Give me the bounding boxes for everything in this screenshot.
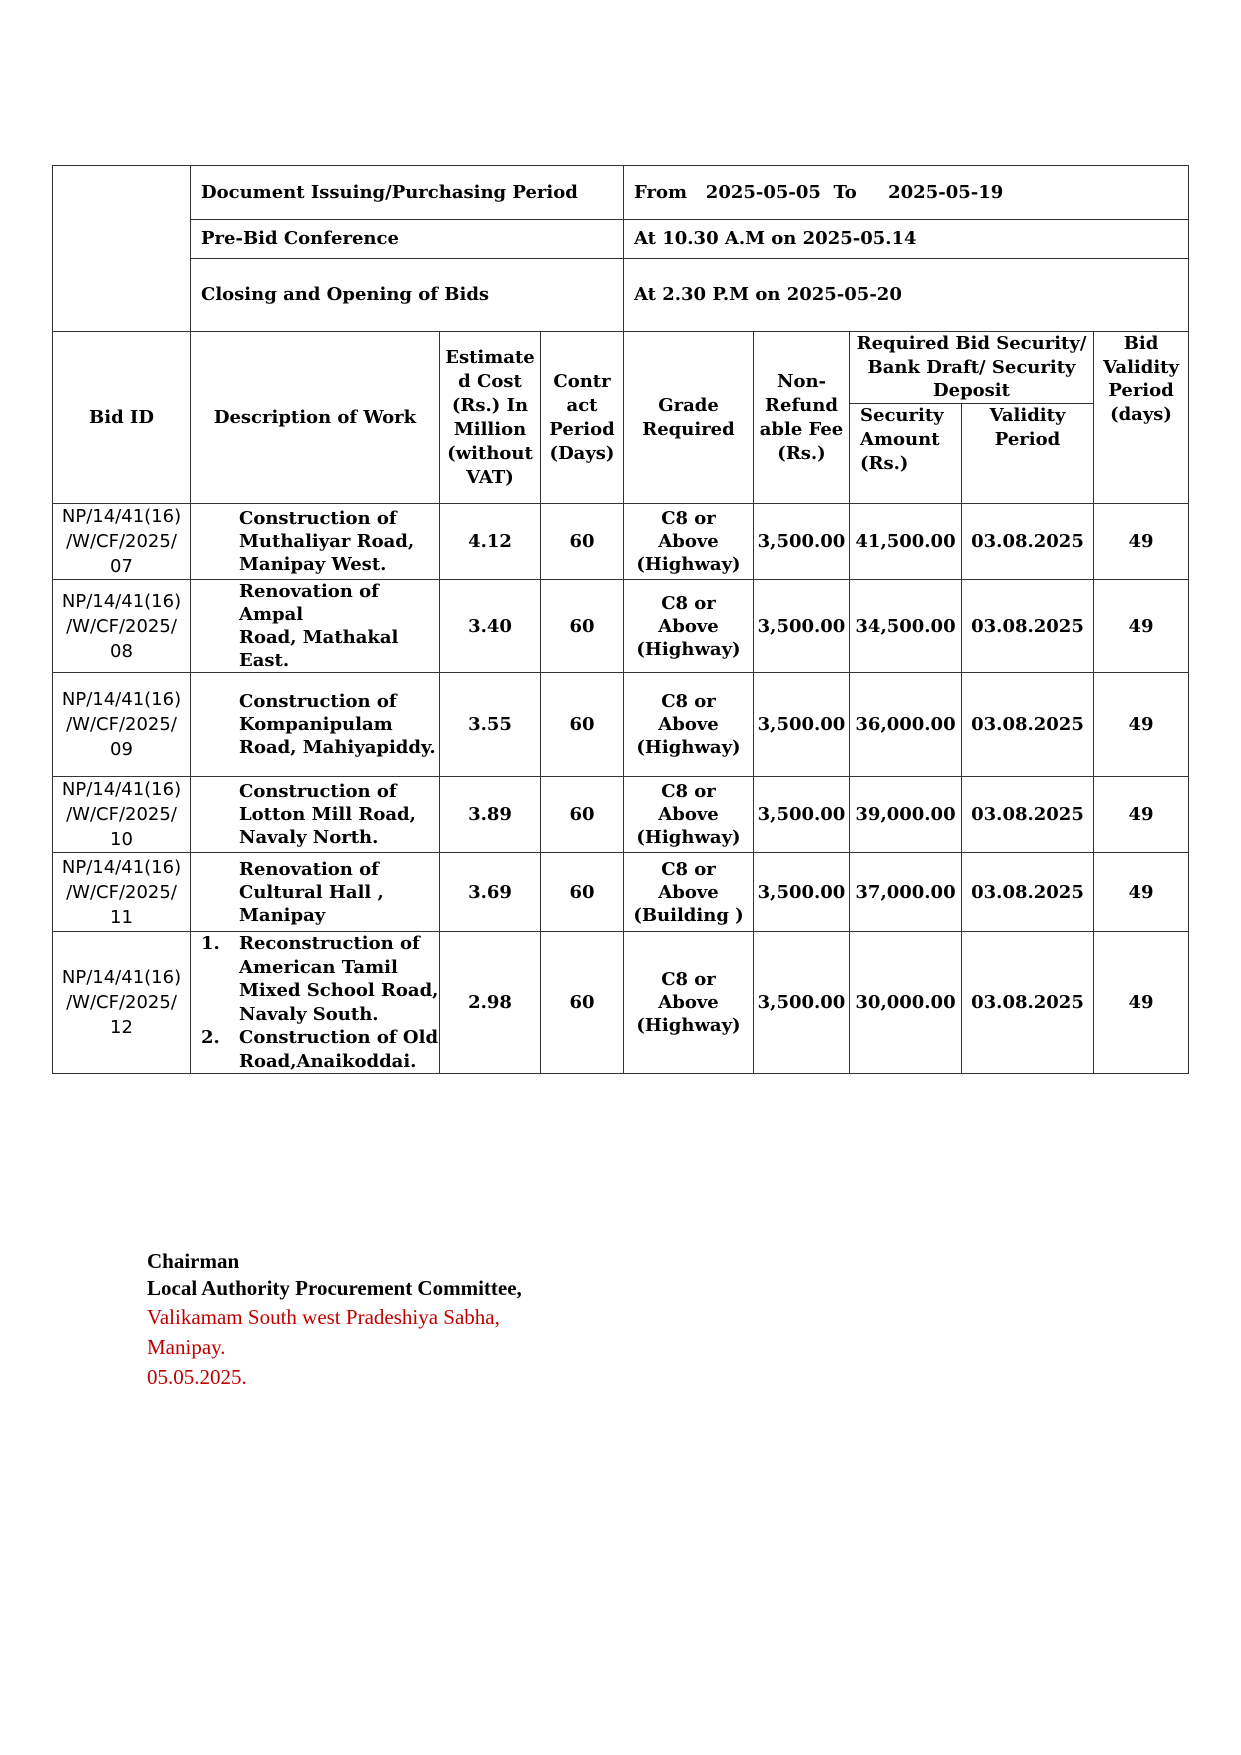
schedule-value: From 2025-05-05 To 2025-05-19 <box>624 166 1189 220</box>
description-cell: Renovation of Ampal Road, Mathakal East. <box>191 580 440 673</box>
schedule-row <box>53 166 1189 220</box>
grade-cell: C8 or Above (Building ) <box>624 853 754 932</box>
schedule-label: Document Issuing/Purchasing Period <box>191 166 624 220</box>
description-cell: Construction of Lotton Mill Road, Navaly North. <box>191 777 440 853</box>
table-header-row <box>53 332 1189 404</box>
blank-cell <box>53 166 191 332</box>
security-cell: 34,500.00 <box>850 580 962 673</box>
table-row <box>53 580 1189 673</box>
header-description: Description of Work <box>191 332 440 504</box>
header-security-group: Required Bid Security/ Bank Draft/ Security Deposit <box>850 332 1094 404</box>
grade-cell: C8 or Above (Highway) <box>624 580 754 673</box>
grade-cell: C8 or Above (Highway) <box>624 673 754 777</box>
grade-cell: C8 or Above (Highway) <box>624 932 754 1074</box>
cost-cell: 4.12 <box>440 504 541 580</box>
schedule-row <box>53 220 1189 259</box>
fee-cell: 3,500.00 <box>754 932 850 1074</box>
fee-cell: 3,500.00 <box>754 777 850 853</box>
description-cell <box>191 932 440 1074</box>
signature-block <box>147 1248 522 1392</box>
validity-cell: 03.08.2025 <box>962 673 1094 777</box>
security-cell: 30,000.00 <box>850 932 962 1074</box>
validity-cell: 03.08.2025 <box>962 777 1094 853</box>
period-cell: 60 <box>541 580 624 673</box>
grade-cell: C8 or Above (Highway) <box>624 504 754 580</box>
list-item: 2. Construction of Old Road,Anaikoddai. <box>201 1027 439 1072</box>
cost-cell: 3.40 <box>440 580 541 673</box>
tender-table <box>52 165 1189 1074</box>
list-item: 1. Reconstruction of American Tamil Mixed School Road, Navaly South. <box>201 933 439 1025</box>
place-name: Manipay. <box>147 1335 226 1359</box>
header-estimated-cost: Estimate d Cost (Rs.) In Million (without VAT) <box>440 332 541 504</box>
header-grade: Grade Required <box>624 332 754 504</box>
bid-id-cell: NP/14/41(16) /W/CF/2025/ 09 <box>53 673 191 777</box>
cost-cell: 2.98 <box>440 932 541 1074</box>
bid-id-cell: NP/14/41(16) /W/CF/2025/ 12 <box>53 932 191 1074</box>
description-cell: Construction of Muthaliyar Road, Manipay West. <box>191 504 440 580</box>
table-row <box>53 853 1189 932</box>
validity-cell: 03.08.2025 <box>962 504 1094 580</box>
security-cell: 37,000.00 <box>850 853 962 932</box>
bid-validity-cell: 49 <box>1094 777 1189 853</box>
description-cell: Construction of Kompanipulam Road, Mahiyapiddy. <box>191 673 440 777</box>
committee-name: Local Authority Procurement Committee, <box>147 1276 522 1300</box>
table-row <box>53 932 1189 1074</box>
cost-cell: 3.89 <box>440 777 541 853</box>
bid-validity-cell: 49 <box>1094 673 1189 777</box>
header-contract-period: Contr act Period (Days) <box>541 332 624 504</box>
schedule-label: Closing and Opening of Bids <box>191 259 624 332</box>
fee-cell: 3,500.00 <box>754 580 850 673</box>
schedule-value: At 2.30 P.M on 2025-05-20 <box>624 259 1189 332</box>
security-cell: 36,000.00 <box>850 673 962 777</box>
schedule-label: Pre-Bid Conference <box>191 220 624 259</box>
fee-cell: 3,500.00 <box>754 673 850 777</box>
header-bid-id: Bid ID <box>53 332 191 504</box>
signatory-title: Chairman <box>147 1249 240 1273</box>
bid-validity-cell: 49 <box>1094 580 1189 673</box>
council-name: Valikamam South west Pradeshiya Sabha, <box>147 1305 500 1329</box>
schedule-value: At 10.30 A.M on 2025-05.14 <box>624 220 1189 259</box>
bid-validity-cell: 49 <box>1094 504 1189 580</box>
header-fee: Non- Refund able Fee (Rs.) <box>754 332 850 504</box>
issue-date: 05.05.2025. <box>147 1365 247 1389</box>
cost-cell: 3.69 <box>440 853 541 932</box>
table-row <box>53 673 1189 777</box>
fee-cell: 3,500.00 <box>754 853 850 932</box>
period-cell: 60 <box>541 853 624 932</box>
security-cell: 41,500.00 <box>850 504 962 580</box>
table-row <box>53 504 1189 580</box>
schedule-row <box>53 259 1189 332</box>
description-cell: Renovation of Cultural Hall , Manipay <box>191 853 440 932</box>
period-cell: 60 <box>541 504 624 580</box>
cost-cell: 3.55 <box>440 673 541 777</box>
bid-id-cell: NP/14/41(16) /W/CF/2025/ 10 <box>53 777 191 853</box>
validity-cell: 03.08.2025 <box>962 853 1094 932</box>
period-cell: 60 <box>541 777 624 853</box>
bid-id-cell: NP/14/41(16) /W/CF/2025/ 07 <box>53 504 191 580</box>
validity-cell: 03.08.2025 <box>962 932 1094 1074</box>
validity-cell: 03.08.2025 <box>962 580 1094 673</box>
header-security-amount: Security Amount (Rs.) <box>850 404 962 504</box>
grade-cell: C8 or Above (Highway) <box>624 777 754 853</box>
security-cell: 39,000.00 <box>850 777 962 853</box>
period-cell: 60 <box>541 673 624 777</box>
bid-id-cell: NP/14/41(16) /W/CF/2025/ 08 <box>53 580 191 673</box>
bid-validity-cell: 49 <box>1094 853 1189 932</box>
period-cell: 60 <box>541 932 624 1074</box>
header-bid-validity: Bid Validity Period (days) <box>1094 332 1189 504</box>
fee-cell: 3,500.00 <box>754 504 850 580</box>
table-row <box>53 777 1189 853</box>
bid-id-cell: NP/14/41(16) /W/CF/2025/ 11 <box>53 853 191 932</box>
header-validity-period: Validity Period <box>962 404 1094 504</box>
bid-validity-cell: 49 <box>1094 932 1189 1074</box>
